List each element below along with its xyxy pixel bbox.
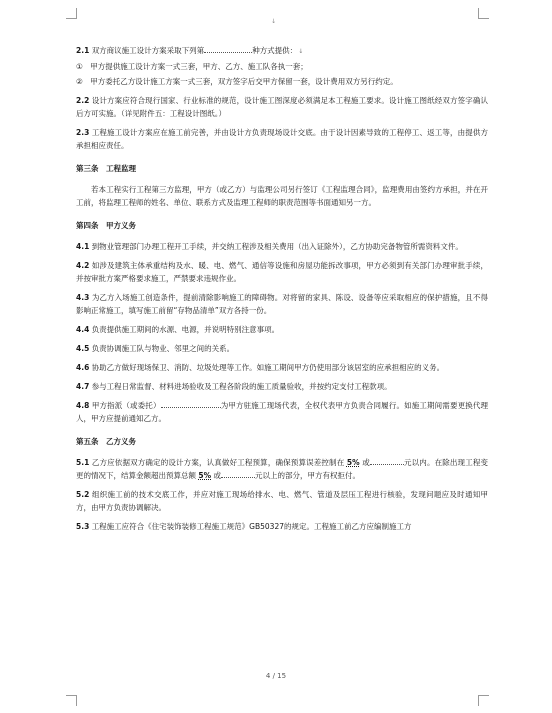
clause-4-2 — [76, 259, 488, 285]
clause-number: 2.2 — [76, 96, 90, 105]
clause-4-1 — [76, 240, 488, 253]
clause-text: 元以上的部分，甲方有权拒付。 — [255, 471, 361, 480]
clause-text: 工程施工应符合《住宅装饰装修工程施工规范》GB50327的规定。工程施工前乙方应编制施工方 — [91, 522, 412, 531]
clause-4-6 — [76, 361, 488, 374]
clause-text: 为甲方驻施工现场代表，全权代表甲方负责合同履行。如施工期间需要更换代理人，甲方应提前通知乙方。 — [76, 401, 489, 423]
percent-value: 5% — [198, 471, 212, 480]
clause-number: 5.1 — [76, 458, 90, 467]
blank-field[interactable] — [161, 399, 221, 408]
page-number: 4 / 15 — [265, 672, 287, 680]
blank-field[interactable] — [221, 469, 255, 478]
crop-mark-bottom-left — [66, 695, 77, 706]
clause-number: 4.1 — [76, 242, 90, 251]
paragraph-mark: ↓ — [298, 48, 304, 55]
option-1: ① 甲方提供施工设计方案一式三套，甲方、乙方、施工队各执一套； — [76, 62, 308, 71]
blank-field[interactable] — [204, 44, 252, 53]
clause-number: 4.3 — [76, 293, 90, 302]
clause-text: 协助乙方做好现场保卫、消防、垃圾处理等工作。如施工期间甲方仍使用部分该居室的应承担相应的义务。 — [91, 363, 445, 372]
clause-text: 乙方应依据双方确定的设计方案，认真做好工程预算，确保预算误差控制在 — [91, 458, 345, 467]
blank-field[interactable] — [370, 456, 404, 465]
section-3-title: 第三条 工程监理 — [76, 164, 136, 173]
clause-number: 4.5 — [76, 344, 90, 353]
crop-mark-top-right — [478, 8, 489, 19]
clause-4-7 — [76, 380, 488, 393]
clause-number: 4.6 — [76, 363, 90, 372]
clause-number: 4.2 — [76, 261, 90, 270]
option-2: ② 甲方委托乙方设计施工方案一式三套，双方签字后交甲方保留一套，设计费用双方另行约定。 — [76, 77, 398, 86]
clause-number: 4.7 — [76, 382, 90, 391]
clause-text: 组织施工前的技术交底工作，并应对施工现场给排水、电、燃气、管道及层压工程进行核验，发现问题应及时通知甲方，由甲方负责协调解决。 — [76, 490, 488, 512]
clause-number: 5.3 — [76, 522, 90, 531]
clause-2-2 — [76, 94, 488, 120]
clause-text: 如涉及建筑主体承重结构及水、暖、电、燃气、通信等设施和房屋功能拆改事项，甲方必须到有关部门办理审批手续，并按审批方案严格要求施工，严禁要求违规作业。 — [76, 261, 489, 283]
clause-text: 元以内。在除出现工程变更的情况下，结算金额超出预算总额 — [76, 458, 489, 480]
clause-text: 双方商议施工设计方案采取下列第 — [91, 46, 205, 55]
clause-text: 甲方指派（或委托） — [91, 401, 161, 410]
clause-text: 负责协调施工队与物业、邻里之间的关系。 — [91, 344, 235, 353]
section-5-title: 第五条 乙方义务 — [76, 437, 136, 446]
section-3-body: 若本工程实行工程第三方监理，甲方（或乙方）与监理公司另行签订《工程监理合同》，监理费用由签约方承担，并在开工前，将监理工程师的姓名、单位、联系方式及监理工程师的职责范围等书面通知另一方。 — [76, 185, 488, 207]
clause-text: 种方式提供： — [252, 46, 298, 55]
clause-text: 负责提供施工期间的水源、电源，并说明特别注意事项。 — [91, 325, 280, 334]
percent-value: 5% — [346, 458, 360, 467]
crop-mark-bottom-right — [478, 695, 489, 706]
clause-text: 或 — [362, 458, 370, 467]
clause-4-5 — [76, 342, 488, 355]
clause-number: 4.8 — [76, 401, 90, 410]
clause-2-3 — [76, 126, 488, 152]
clause-text: 工程施工设计方案应在施工前完善，并由设计方负责现场设计交底。由于设计因素导致的工程停工、返工等，由提供方承担相应责任。 — [76, 128, 489, 150]
section-4-title: 第四条 甲方义务 — [76, 221, 136, 230]
paragraph-mark-top: ↓ — [271, 18, 277, 25]
clause-number: 2.3 — [76, 128, 90, 137]
clause-number: 5.2 — [76, 490, 90, 499]
clause-number: 4.4 — [76, 325, 90, 334]
clause-4-3 — [76, 291, 488, 317]
crop-mark-top-left — [66, 8, 77, 19]
clause-4-4 — [76, 323, 488, 336]
clause-text: 到物业管理部门办理工程开工手续，并交纳工程涉及相关费用（出入证除外），乙方协助完备物管所需资料文件。 — [91, 242, 463, 251]
clause-5-2 — [76, 488, 488, 514]
clause-text: 为乙方入场施工创造条件，提前清除影响施工的障碍物。对将留的家具、陈设、设备等应采取相应的保护措施，且不得影响正常施工，填写施工前留“存物品清单”双方各持一份。 — [76, 293, 489, 315]
clause-text: 或 — [213, 471, 222, 480]
clause-text: 设计方案应符合现行国家、行业标准的规范，设计施工图深度必须满足本工程施工要求。设计施工图纸经双方签字确认后方可实施。（详见附件五：工程设计图纸。） — [76, 96, 489, 118]
clause-number: 2.1 — [76, 46, 90, 55]
clause-2-1 — [76, 44, 488, 58]
clause-text: 参与工程日常监督、材料进场验收及工程各阶段的施工质量验收，并按约定支付工程款项。 — [91, 382, 392, 391]
clause-4-8 — [76, 399, 488, 425]
clause-5-1 — [76, 456, 488, 482]
clause-5-3 — [76, 520, 488, 533]
document-body — [76, 44, 488, 539]
